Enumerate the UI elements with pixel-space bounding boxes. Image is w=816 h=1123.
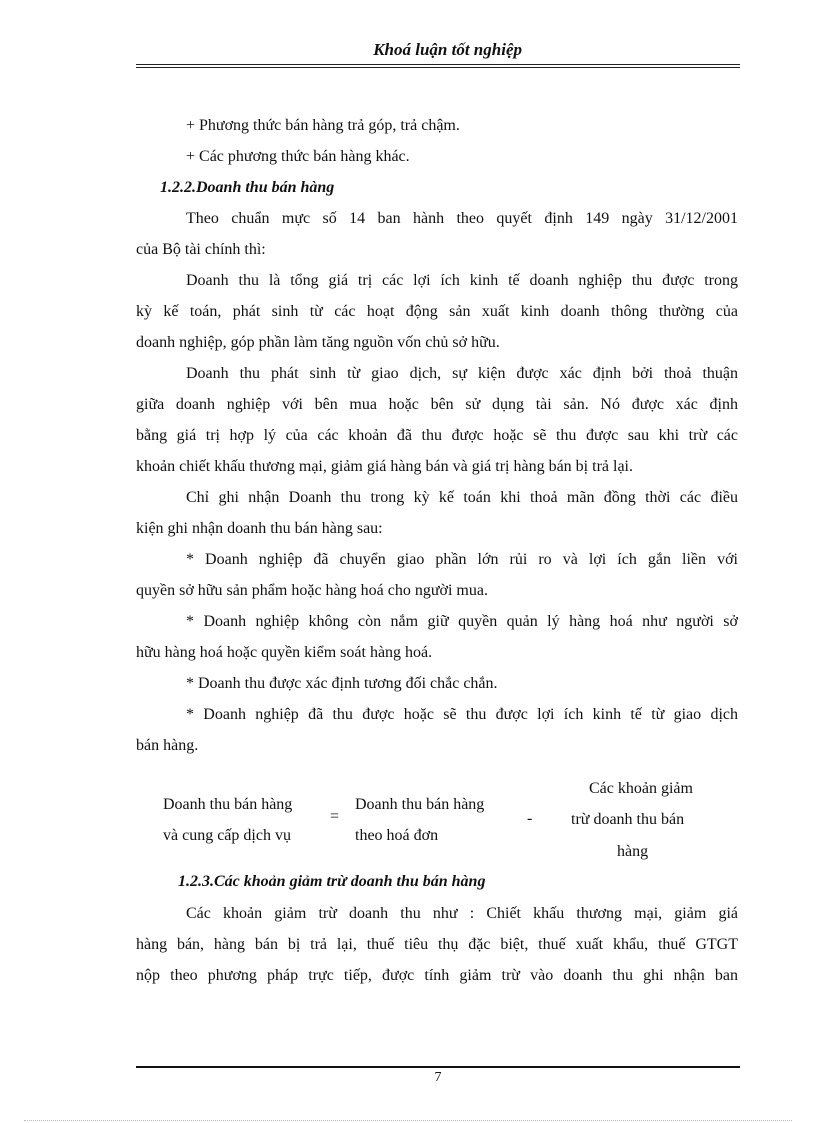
paragraph-5-line-3: nộp theo phương pháp trực tiếp, được tính giảm trừ vào doanh thu ghi nhận ban [136,967,738,984]
paragraph-4-line-1: Chỉ ghi nhận Doanh thu trong kỳ kế toán khi thoả mãn đồng thời các điều [186,489,738,506]
paragraph-3-line-2: giữa doanh nghiệp với bên mua hoặc bên sử dụng tài sản. Nó được xác định [136,396,738,413]
formula-minus-sign: - [527,810,533,827]
paragraph-5-line-2: hàng bán, hàng bán bị trả lại, thuế tiêu thụ đặc biệt, thuế xuất khẩu, thuế GTGT [136,936,738,953]
page-number: 7 [434,1070,442,1085]
formula-middle-line-2: theo hoá đơn [355,827,439,844]
header-title: Khoá luận tốt nghiệp [373,40,522,59]
paragraph-2-line-3: doanh nghiệp, góp phần làm tăng nguồn vốn chủ sở hữu. [136,334,500,351]
paragraph-3-line-4: khoản chiết khấu thương mại, giảm giá hàng bán và giá trị hàng bán bị trả lại. [136,458,633,475]
formula-middle-line-1: Doanh thu bán hàng [355,796,485,813]
formula-right-line-1: Các khoản giảm [589,780,693,797]
bullet-other-methods: + Các phương thức bán hàng khác. [186,148,410,165]
formula-equals-sign: = [330,808,340,825]
header-rule-top [136,64,740,65]
condition-4-line-2: bán hàng. [136,737,199,754]
header-rule-bottom [136,67,740,68]
condition-3: * Doanh thu được xác định tương đối chắc chắn. [186,675,498,692]
formula-left-line-1: Doanh thu bán hàng [163,796,293,813]
condition-4-line-1: * Doanh nghiệp đã thu được hoặc sẽ thu được lợi ích kinh tế từ giao dịch [186,706,738,723]
paragraph-1-line-1: Theo chuẩn mực số 14 ban hành theo quyết định 149 ngày 31/12/2001 [186,210,738,227]
formula-right-line-3: hàng [617,843,649,860]
heading-1-2-2: 1.2.2.Doanh thu bán hàng [160,179,335,196]
condition-1-line-2: quyền sở hữu sản phẩm hoặc hàng hoá cho người mua. [136,582,488,599]
condition-1-line-1: * Doanh nghiệp đã chuyển giao phần lớn rủi ro và lợi ích gắn liền với [186,551,738,568]
bullet-installment: + Phương thức bán hàng trả góp, trả chậm. [186,117,460,134]
footer-rule [136,1066,740,1068]
paragraph-2-line-1: Doanh thu là tổng giá trị các lợi ích kinh tế doanh nghiệp thu được trong [186,272,738,289]
formula-right-line-2: trừ doanh thu bán [571,811,685,828]
page-bottom-edge [24,1120,792,1121]
paragraph-2-line-2: kỳ kế toán, phát sinh từ các hoạt động sản xuất kinh doanh thông thường của [136,303,738,320]
formula-left-line-2: và cung cấp dịch vụ [163,827,291,844]
condition-2-line-1: * Doanh nghiệp không còn nắm giữ quyền quản lý hàng hoá như người sở [186,613,738,630]
paragraph-3-line-3: bằng giá trị hợp lý của các khoản đã thu được hoặc sẽ thu được sau khi trừ các [136,427,738,444]
paragraph-1-line-2: của Bộ tài chính thì: [136,241,266,258]
paragraph-3-line-1: Doanh thu phát sinh từ giao dịch, sự kiện được xác định bởi thoả thuận [186,365,738,382]
heading-1-2-3: 1.2.3.Các khoản giảm trừ doanh thu bán hàng [178,873,486,890]
condition-2-line-2: hữu hàng hoá hoặc quyền kiểm soát hàng hoá. [136,644,433,661]
paragraph-5-line-1: Các khoản giảm trừ doanh thu như : Chiết khấu thương mại, giảm giá [186,905,738,922]
paragraph-4-line-2: kiện ghi nhận doanh thu bán hàng sau: [136,520,383,537]
